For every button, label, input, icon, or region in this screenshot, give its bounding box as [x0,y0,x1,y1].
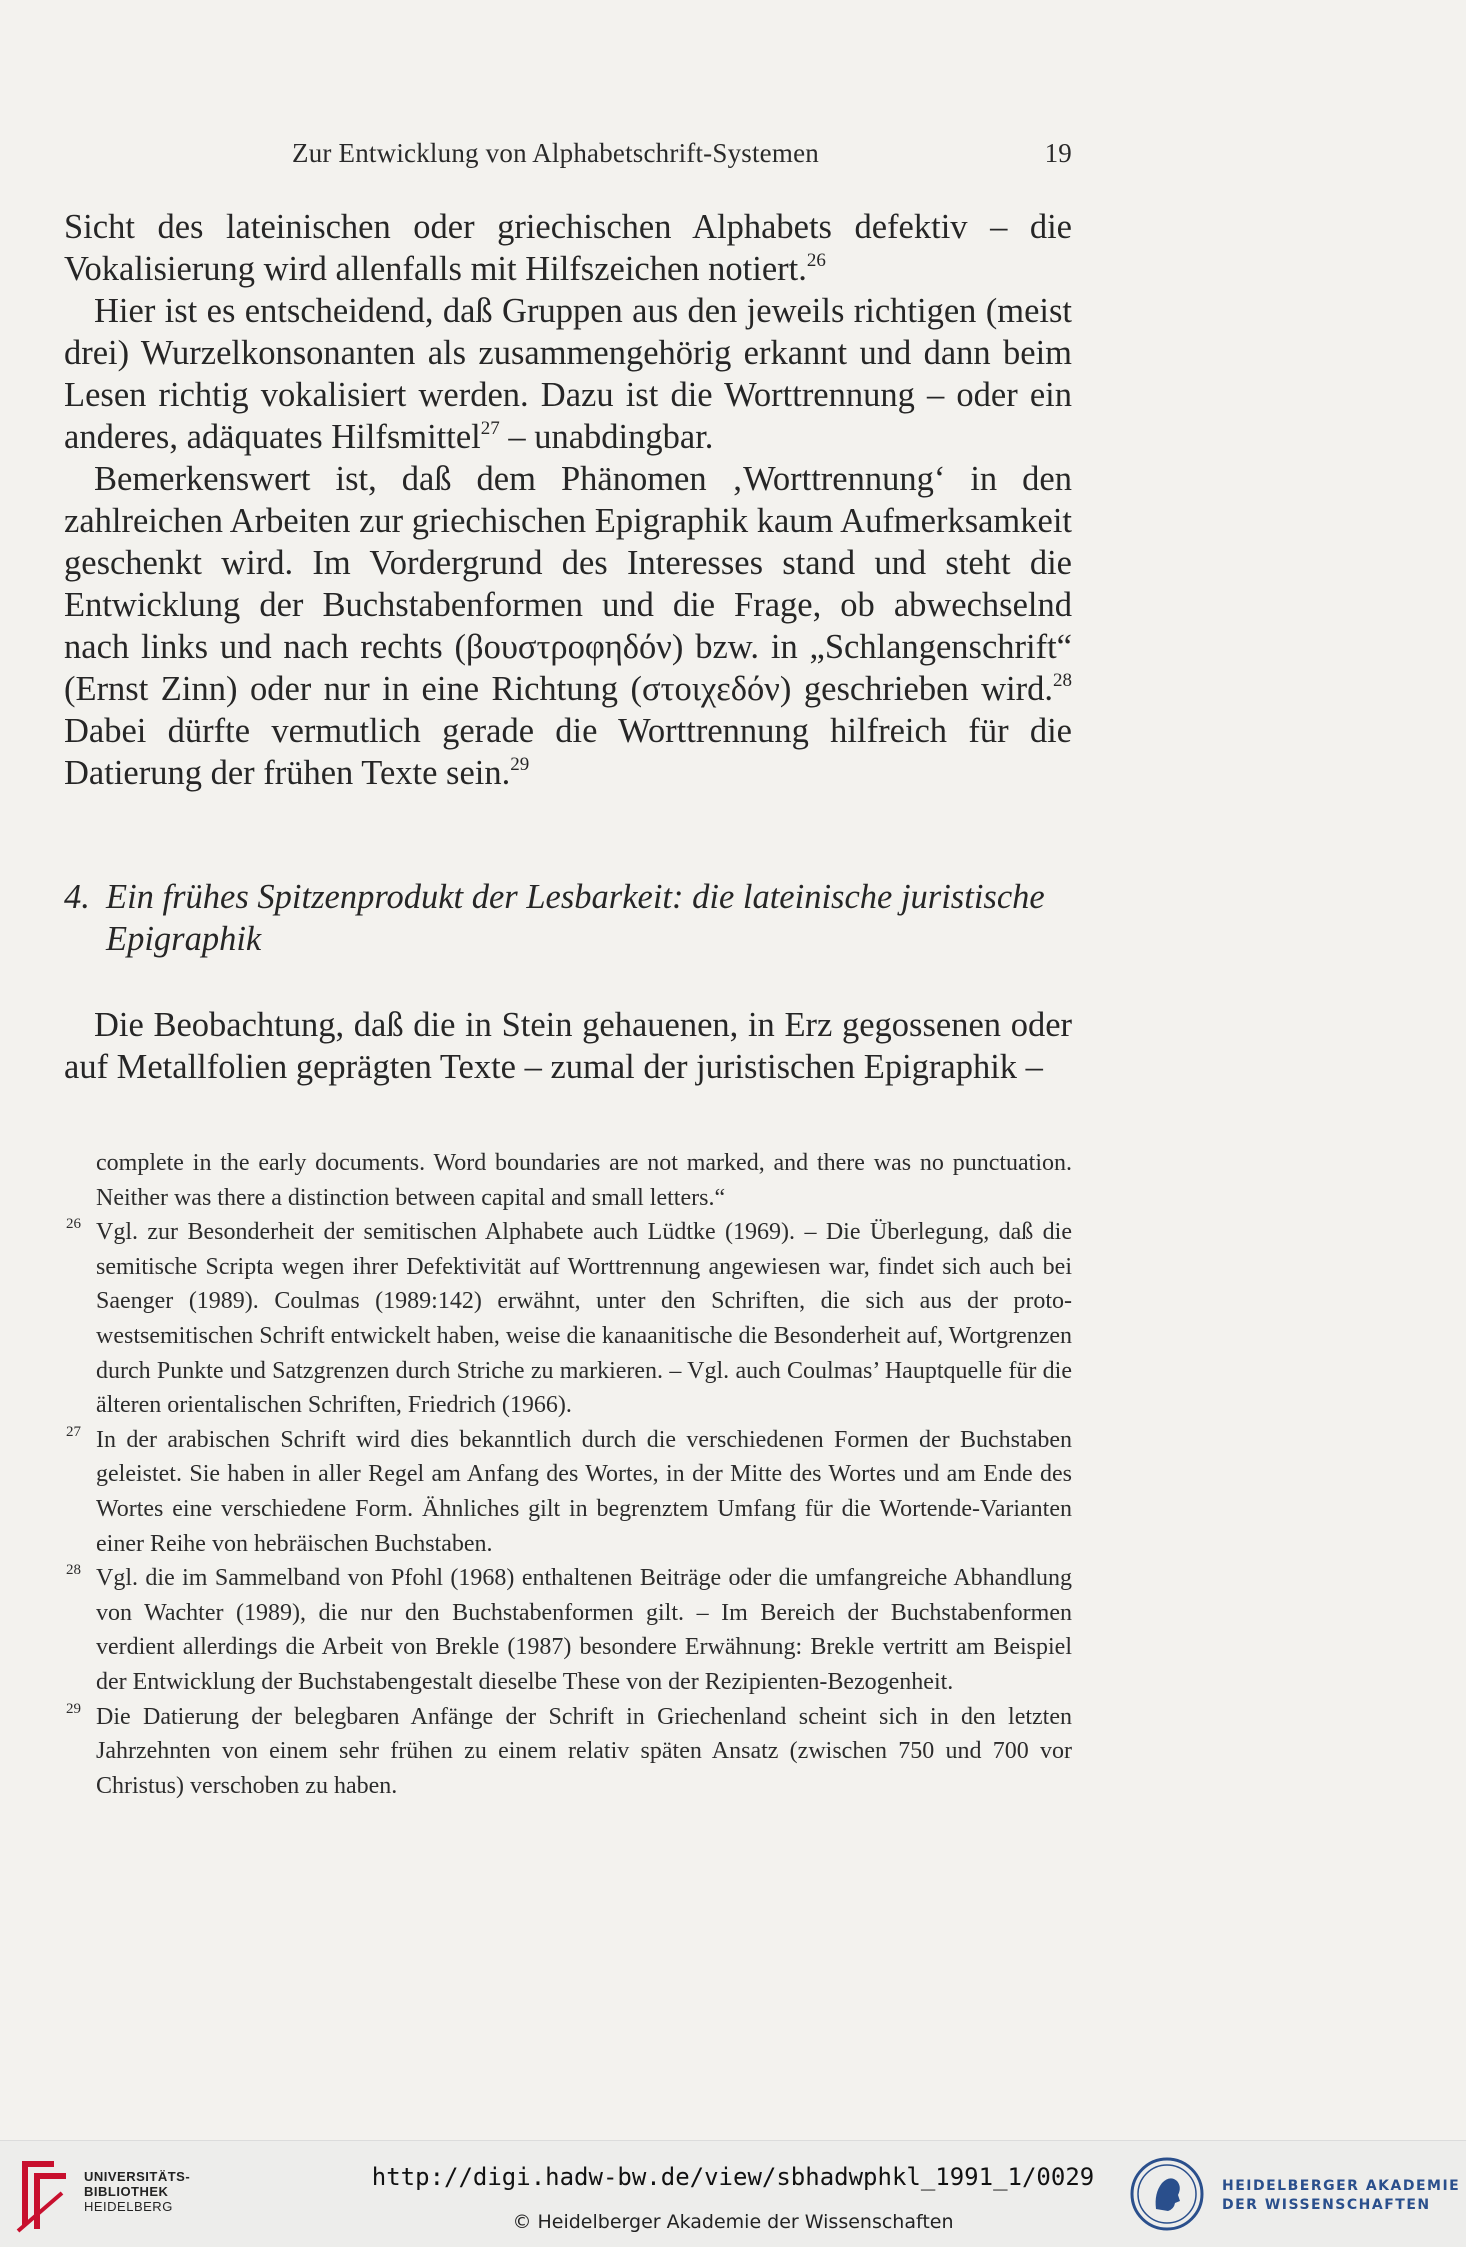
section-paragraph: Die Beobachtung, daß die in Stein gehauenen, in Erz gegossenen oder auf Metallfolien geprägten Texte – zumal der juristischen Epigraphik – [64,1006,1072,1086]
section-title-line1: Ein frühes Spitzenprodukt der Lesbarkeit: die lateinische juristische [106,878,1045,916]
section-text [64,1004,1072,1088]
footnote-ref-26[interactable]: 26 [806,250,826,271]
footnote-ref-27[interactable]: 27 [480,418,500,439]
section-heading [64,876,1074,960]
paragraph-3 [64,458,1072,794]
footnote-number: 26 [66,1216,81,1233]
permalink-url[interactable]: http://digi.hadw-bw.de/view/sbhadwphkl_1991_1/0029 [371,2163,1095,2191]
paragraph-2-text-a: Hier ist es entscheidend, daß Gruppen aus den jeweils richtigen (meist drei) Wurzelkonsonanten als zusammengehörig erkannt und dann beim Lesen richtig vokalisiert werden. Dazu ist die Worttrennung – oder ein anderes, adäquates Hilfsmittel [64,292,1072,456]
paragraph-3-text-b: Dabei dürfte vermutlich gerade die Worttrennung hilfreich für die Datierung der frühen Texte sein. [64,712,1072,792]
footnote-number: 27 [66,1423,81,1440]
paragraph-2-text-b: – unabdingbar. [499,418,714,456]
academy-seal-icon[interactable] [1130,2157,1204,2231]
library-line-1: UNIVERSITÄTS- [84,2169,191,2184]
section-number: 4. [64,878,90,916]
section-title-line2: Epigraphik [106,920,262,958]
footnotes [64,1146,1072,1803]
footnote-26 [64,1215,1072,1423]
library-line-2: BIBLIOTHEK [84,2184,169,2199]
running-head [292,138,1072,178]
footnote-text: Die Datierung der belegbaren Anfänge der Schrift in Griechenland scheint sich in den letzten Jahrzehnten von einem sehr frühen zu einem relativ späten Ansatz (zwischen 750 und 700 vor Christus) verschoben zu haben. [96,1703,1072,1799]
footnote-27 [64,1423,1072,1561]
footnote-number: 28 [66,1562,81,1579]
academy-line-2: DER WISSENSCHAFTEN [1222,2197,1431,2213]
main-text [64,206,1072,794]
paragraph-1-text: Sicht des lateinischen oder griechischen Alphabets defektiv – die Vokalisierung wird allenfalls mit Hilfszeichen notiert. [64,208,1072,288]
footnote-number: 29 [66,1700,81,1717]
library-line-3: HEIDELBERG [84,2199,173,2214]
paragraph-1 [64,206,1072,290]
footnote-28 [64,1561,1072,1699]
academy-line-1: HEIDELBERGER AKADEMIE [1222,2178,1461,2194]
footnote-text: Vgl. die im Sammelband von Pfohl (1968) enthaltenen Beiträge oder die umfangreiche Abhandlung von Wachter (1989), die nur den Buchstabenformen gilt. – Im Bereich der Buchstabenformen verdient allerdings die Arbeit von Brekle (1987) besondere Erwähnung: Brekle vertritt am Beispiel der Entwicklung der Buchstabengestalt dieselbe These von der Rezipienten-Bezogenheit. [96,1565,1072,1695]
viewer-footer [0,2140,1466,2247]
footnote-text: Vgl. zur Besonderheit der semitischen Alphabete auch Lüdtke (1969). – Die Überlegung, daß die semitische Scripta wegen ihrer Defektivität auf Worttrennung angewiesen war, findet sich auch bei Saenger (1989). Coulmas (1989:142) erwähnt, unter den Schriften, die sich aus der proto-westsemitischen Schrift entwickelt haben, weise die kanaanitische die Besonderheit auf, Wortgrenzen durch Punkte und Satzgrenzen durch Striche zu markieren. – Vgl. auch Coulmas’ Hauptquelle für die älteren orientalischen Schriften, Friedrich (1966). [96,1219,1072,1419]
footnote-29 [64,1700,1072,1804]
paragraph-3-text-a: Bemerkenswert ist, daß dem Phänomen ‚Worttrennung‘ in den zahlreichen Arbeiten zur griechischen Epigraphik kaum Aufmerksamkeit geschenkt wird. Im Vordergrund des Interesses stand und steht die Entwicklung der Buchstabenformen und die Frage, ob abwechselnd nach links und nach rechts (βουστροφηδόν) bzw. in „Schlangenschrift“ (Ernst Zinn) oder nur in eine Richtung (στοιχεδόν) geschrieben wird. [64,460,1072,708]
running-head-title: Zur Entwicklung von Alphabetschrift-Systemen [292,138,819,168]
footnote-continuation: complete in the early documents. Word boundaries are not marked, and there was no punctuation. Neither was there a distinction between capital and small letters.“ [96,1150,1072,1211]
footnote-text: In der arabischen Schrift wird dies bekanntlich durch die verschiedenen Formen der Buchstaben geleistet. Sie haben in aller Regel am Anfang des Wortes, in der Mitte des Wortes und am Ende des Wortes eine verschiedene Form. Ähnliches gilt in begrenztem Umfang für die Wortende-Varianten einer Reihe von hebräischen Buchstaben. [96,1426,1072,1557]
page-number: 19 [1044,138,1072,168]
copyright-notice: © Heidelberger Akademie der Wissenschaften [512,2211,954,2233]
footnote-ref-28[interactable]: 28 [1053,670,1072,691]
academy-name [1222,2177,1460,2215]
paragraph-2 [64,290,1072,458]
section-heading-line1 [64,876,1074,918]
footnote-ref-29[interactable]: 29 [510,754,530,775]
